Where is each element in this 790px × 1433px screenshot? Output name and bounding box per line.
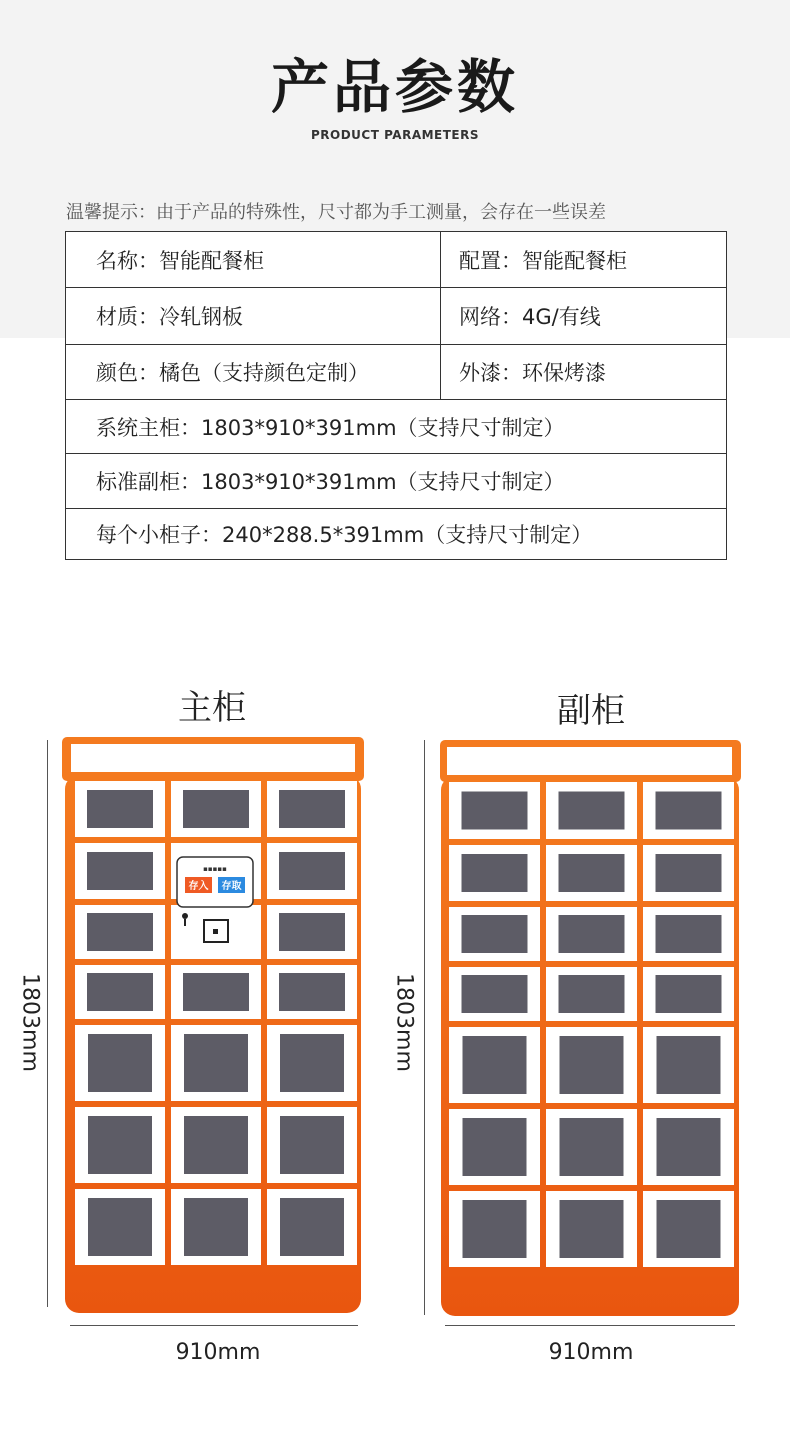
spec-material: 材质：冷轧钢板 xyxy=(66,288,441,345)
locker-door[interactable] xyxy=(280,1116,344,1174)
sub-cabinet-title: 副柜 xyxy=(557,691,625,731)
main-cabinet-drawing xyxy=(62,737,364,1315)
locker-door[interactable] xyxy=(462,915,528,953)
locker-door[interactable] xyxy=(183,973,249,1011)
sub-height-line xyxy=(424,740,425,1315)
locker-door[interactable] xyxy=(280,1034,344,1092)
locker-door[interactable] xyxy=(87,913,153,951)
locker-door[interactable] xyxy=(560,1118,624,1176)
table-row xyxy=(66,288,727,345)
locker-door[interactable] xyxy=(560,1036,624,1094)
page-subtitle: PRODUCT PARAMETERS xyxy=(310,128,480,142)
spec-small-locker: 每个小柜子：240*288.5*391mm（支持尺寸制定） xyxy=(66,509,727,560)
table-row xyxy=(66,454,727,509)
locker-door[interactable] xyxy=(463,1036,527,1094)
locker-door[interactable] xyxy=(657,1036,721,1094)
measurement-notice: 温馨提示：由于产品的特殊性，尺寸都为手工测量，会存在一些误差 xyxy=(66,202,606,223)
table-row xyxy=(66,232,727,288)
table-row xyxy=(66,400,727,454)
main-cabinet xyxy=(62,737,364,1315)
locker-door[interactable] xyxy=(462,975,528,1013)
locker-door[interactable] xyxy=(279,790,345,828)
locker-door[interactable] xyxy=(559,854,625,892)
deposit-tag[interactable]: 存入 xyxy=(188,881,209,892)
sub-cabinet-drawing xyxy=(440,740,742,1318)
locker-door[interactable] xyxy=(279,913,345,951)
spec-main-cabinet: 系统主柜：1803*910*391mm（支持尺寸制定） xyxy=(66,400,727,454)
locker-door[interactable] xyxy=(560,1200,624,1258)
locker-door[interactable] xyxy=(87,790,153,828)
sub-cabinet xyxy=(440,740,742,1318)
svg-text:▪▪▪▪▪: ▪▪▪▪▪ xyxy=(203,865,227,873)
retrieve-tag[interactable]: 存取 xyxy=(221,881,242,892)
main-height-line xyxy=(47,740,48,1307)
main-width-label: 910mm xyxy=(175,1340,261,1365)
locker-door[interactable] xyxy=(88,1116,152,1174)
table-row xyxy=(66,509,727,560)
main-height-label: 1803mm xyxy=(17,973,43,1072)
main-cabinet-title: 主柜 xyxy=(178,688,246,728)
locker-door[interactable] xyxy=(462,792,528,830)
scanner-icon xyxy=(204,920,228,942)
control-panel[interactable] xyxy=(177,857,253,907)
sub-width-label: 910mm xyxy=(548,1340,634,1365)
spec-network: 网络：4G/有线 xyxy=(441,288,727,345)
locker-door[interactable] xyxy=(88,1034,152,1092)
locker-door[interactable] xyxy=(462,854,528,892)
spec-paint: 外漆：环保烤漆 xyxy=(441,345,727,400)
spec-table xyxy=(65,231,727,560)
locker-door[interactable] xyxy=(88,1198,152,1256)
locker-door[interactable] xyxy=(463,1118,527,1176)
locker-door[interactable] xyxy=(559,975,625,1013)
locker-door[interactable] xyxy=(184,1198,248,1256)
locker-door[interactable] xyxy=(280,1198,344,1256)
sub-height-label: 1803mm xyxy=(391,973,417,1072)
locker-door[interactable] xyxy=(183,790,249,828)
locker-door[interactable] xyxy=(463,1200,527,1258)
locker-door[interactable] xyxy=(657,1118,721,1176)
locker-door[interactable] xyxy=(87,852,153,890)
spec-name: 名称：智能配餐柜 xyxy=(66,232,441,288)
page-title: 产品参数 xyxy=(270,53,519,121)
locker-door[interactable] xyxy=(656,854,722,892)
locker-door[interactable] xyxy=(656,975,722,1013)
spec-color: 颜色：橘色（支持颜色定制） xyxy=(66,345,441,400)
locker-door[interactable] xyxy=(279,973,345,1011)
locker-door[interactable] xyxy=(184,1116,248,1174)
locker-door[interactable] xyxy=(559,792,625,830)
locker-door[interactable] xyxy=(657,1200,721,1258)
table-row xyxy=(66,345,727,400)
locker-door[interactable] xyxy=(656,915,722,953)
locker-door[interactable] xyxy=(559,915,625,953)
locker-door[interactable] xyxy=(87,973,153,1011)
locker-door[interactable] xyxy=(656,792,722,830)
locker-door[interactable] xyxy=(279,852,345,890)
main-width-line xyxy=(70,1325,358,1326)
locker-door[interactable] xyxy=(184,1034,248,1092)
sub-width-line xyxy=(445,1325,735,1326)
spec-config: 配置：智能配餐柜 xyxy=(441,232,727,288)
spec-sub-cabinet: 标准副柜：1803*910*391mm（支持尺寸制定） xyxy=(66,454,727,509)
